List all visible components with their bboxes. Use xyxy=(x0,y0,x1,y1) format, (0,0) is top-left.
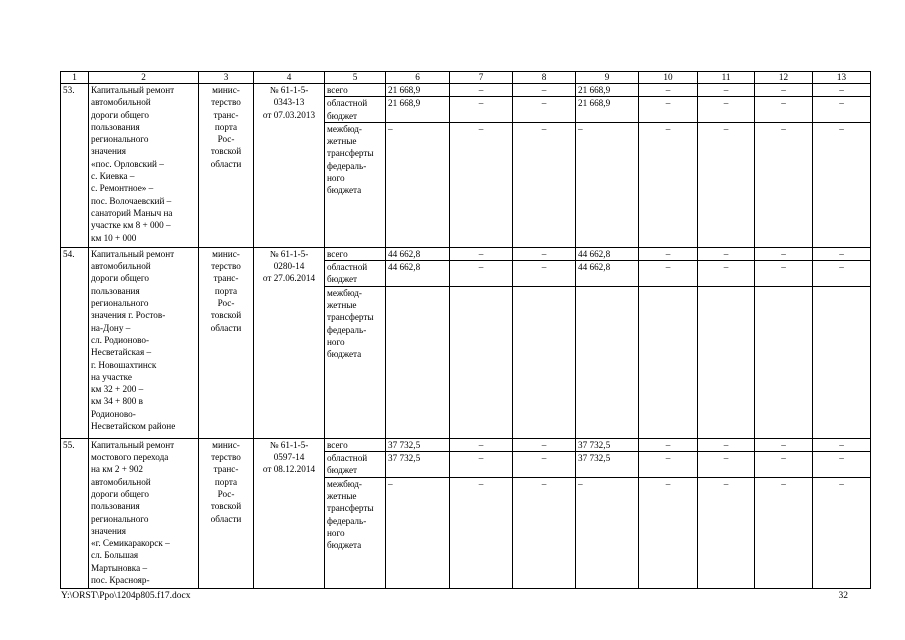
value-cell: 37 732,5 xyxy=(576,438,639,451)
value-cell: – xyxy=(639,452,698,478)
value-cell: 44 662,8 xyxy=(386,247,450,260)
value-cell: – xyxy=(513,122,576,247)
value-cell: – xyxy=(513,261,576,287)
column-number: 6 xyxy=(386,72,450,84)
value-cell: – xyxy=(450,477,513,588)
value-cell: – xyxy=(755,261,813,287)
value-cell: – xyxy=(813,261,871,287)
value-cell: 44 662,8 xyxy=(386,261,450,287)
column-number: 2 xyxy=(89,72,199,84)
entry-name: Капитальный ремонт автомобильной дороги общего пользования регионального значения «пос. Орловский – с. Киевка – с. Ремонтное» – пос. Волочаевский – санаторий Маныч на участке км 8 + 000 – км 10 + 000 xyxy=(89,84,199,248)
value-cell: – xyxy=(698,84,755,97)
table-row xyxy=(61,247,871,260)
value-cell: – xyxy=(639,438,698,451)
value-cell: – xyxy=(639,261,698,287)
value-cell: – xyxy=(639,247,698,260)
funding-source: областной бюджет xyxy=(325,452,386,478)
column-number: 11 xyxy=(698,72,755,84)
funding-source: межбюд- жетные трансферты федераль- ного бюджета xyxy=(325,122,386,247)
value-cell: 21 668,9 xyxy=(576,84,639,97)
value-cell: – xyxy=(698,247,755,260)
value-cell: – xyxy=(450,452,513,478)
value-cell: 44 662,8 xyxy=(576,261,639,287)
entry-organization: минис- терство транс- порта Рос- товской области xyxy=(199,247,254,438)
value-cell xyxy=(755,286,813,438)
column-number: 3 xyxy=(199,72,254,84)
value-cell: – xyxy=(513,438,576,451)
column-number: 5 xyxy=(325,72,386,84)
value-cell: – xyxy=(813,122,871,247)
value-cell: – xyxy=(698,438,755,451)
value-cell: 21 668,9 xyxy=(386,97,450,123)
value-cell xyxy=(639,286,698,438)
value-cell: – xyxy=(450,84,513,97)
table-row xyxy=(61,438,871,451)
entry-document: № 61-1-5- 0597-14 от 08.12.2014 xyxy=(254,438,325,588)
value-cell: – xyxy=(755,84,813,97)
value-cell xyxy=(450,286,513,438)
funding-source: областной бюджет xyxy=(325,261,386,287)
value-cell: – xyxy=(698,122,755,247)
value-cell: – xyxy=(813,84,871,97)
column-number: 9 xyxy=(576,72,639,84)
column-number: 13 xyxy=(813,72,871,84)
value-cell: 37 732,5 xyxy=(386,452,450,478)
value-cell: 37 732,5 xyxy=(386,438,450,451)
value-cell: – xyxy=(755,477,813,588)
value-cell: – xyxy=(813,247,871,260)
entry-organization: минис- терство транс- порта Рос- товской области xyxy=(199,438,254,588)
value-cell: 21 668,9 xyxy=(576,97,639,123)
value-cell: – xyxy=(639,97,698,123)
column-number: 10 xyxy=(639,72,698,84)
column-number: 4 xyxy=(254,72,325,84)
funding-source: всего xyxy=(325,247,386,260)
column-number: 8 xyxy=(513,72,576,84)
value-cell: – xyxy=(513,247,576,260)
column-number: 1 xyxy=(61,72,89,84)
value-cell xyxy=(576,286,639,438)
column-number: 7 xyxy=(450,72,513,84)
value-cell: – xyxy=(755,97,813,123)
value-cell: – xyxy=(755,247,813,260)
value-cell: – xyxy=(386,122,450,247)
funding-source: областной бюджет xyxy=(325,97,386,123)
value-cell xyxy=(386,286,450,438)
entry-number: 55. xyxy=(61,438,89,588)
value-cell: – xyxy=(576,477,639,588)
entry-number: 53. xyxy=(61,84,89,248)
value-cell: – xyxy=(698,261,755,287)
value-cell: – xyxy=(450,261,513,287)
value-cell: – xyxy=(639,122,698,247)
value-cell: 37 732,5 xyxy=(576,452,639,478)
funding-source: межбюд- жетные трансферты федераль- ного бюджета xyxy=(325,286,386,438)
value-cell: – xyxy=(755,452,813,478)
value-cell: – xyxy=(813,477,871,588)
value-cell: – xyxy=(450,247,513,260)
page-number: 32 xyxy=(838,591,848,601)
value-cell: – xyxy=(755,122,813,247)
table-row xyxy=(61,84,871,97)
value-cell: – xyxy=(639,84,698,97)
funding-source: межбюд- жетные трансферты федераль- ного бюджета xyxy=(325,477,386,588)
value-cell: – xyxy=(813,438,871,451)
entry-number: 54. xyxy=(61,247,89,438)
value-cell: – xyxy=(698,97,755,123)
entry-organization: минис- терство транс- порта Рос- товской области xyxy=(199,84,254,248)
value-cell: – xyxy=(513,97,576,123)
value-cell: – xyxy=(639,477,698,588)
column-number: 12 xyxy=(755,72,813,84)
entry-name: Капитальный ремонт автомобильной дороги общего пользования регионального значения г. Ростов- на-Дону – сл. Родионово- Несветайская – г. Новошахтинск на участке км 32 + 200 – км 34 + 800 в Родионово- Несветайском районе xyxy=(89,247,199,438)
value-cell: – xyxy=(698,452,755,478)
value-cell: 44 662,8 xyxy=(576,247,639,260)
entry-name: Капитальный ремонт мостового перехода на км 2 + 902 автомобильной дороги общего пользования регионального значения «г. Семикаракорск – сл. Большая Мартыновка – пос. Краснояр- xyxy=(89,438,199,588)
funding-source: всего xyxy=(325,84,386,97)
value-cell: 21 668,9 xyxy=(386,84,450,97)
value-cell: – xyxy=(513,84,576,97)
entry-document: № 61-1-5- 0343-13 от 07.03.2013 xyxy=(254,84,325,248)
column-numbers-row xyxy=(61,72,871,84)
value-cell xyxy=(513,286,576,438)
value-cell: – xyxy=(386,477,450,588)
funding-source: всего xyxy=(325,438,386,451)
value-cell xyxy=(698,286,755,438)
value-cell: – xyxy=(698,477,755,588)
value-cell: – xyxy=(450,438,513,451)
value-cell xyxy=(813,286,871,438)
value-cell: – xyxy=(450,122,513,247)
value-cell: – xyxy=(513,452,576,478)
program-table xyxy=(60,71,871,589)
value-cell: – xyxy=(513,477,576,588)
value-cell: – xyxy=(813,97,871,123)
value-cell: – xyxy=(450,97,513,123)
value-cell: – xyxy=(576,122,639,247)
footer-file-path: Y:\ORST\Ppo\1204p805.f17.docx xyxy=(61,591,191,601)
value-cell: – xyxy=(813,452,871,478)
entry-document: № 61-1-5- 0280-14 от 27.06.2014 xyxy=(254,247,325,438)
value-cell: – xyxy=(755,438,813,451)
